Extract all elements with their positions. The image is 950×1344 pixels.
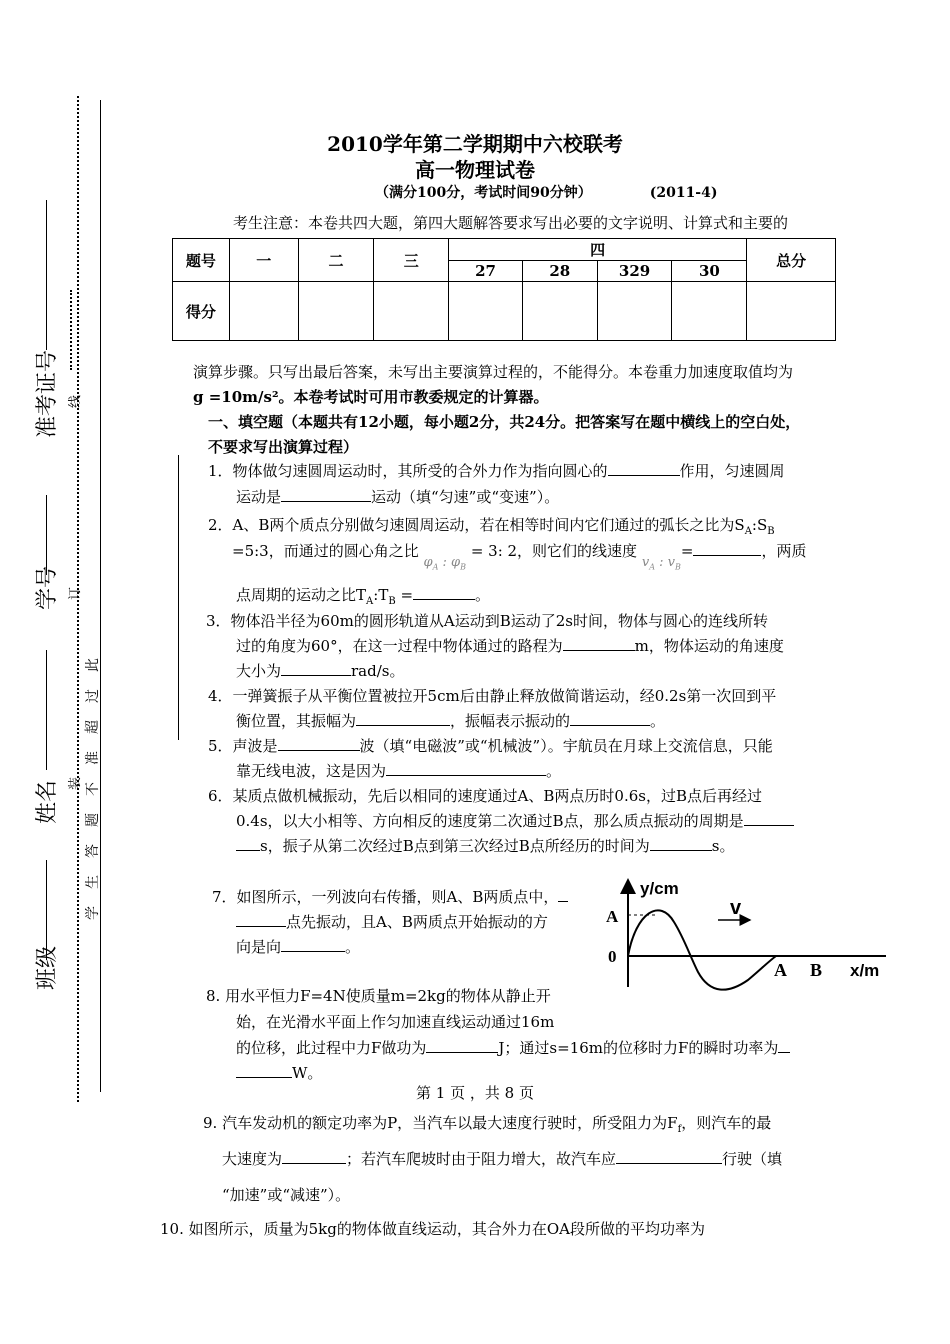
q1-blank-2[interactable]: [281, 485, 371, 502]
q2-t: T: [378, 586, 389, 604]
wave-curve: [628, 910, 776, 989]
exam-info-text: （满分100分，考试时间90分钟）: [375, 185, 592, 201]
score-cell[interactable]: [747, 282, 836, 341]
question-6-line-1: 6．某质点做机械振动，先后以相同的速度通过A、B两点历时0.6s，过B点后再经过: [208, 787, 762, 805]
question-7-line-2: [236, 909, 548, 936]
zhuang-char: 装: [68, 776, 83, 790]
q2-end: 。: [475, 586, 491, 604]
question-4-line-1: 4．一弹簧振子从平衡位置被拉开5cm后由静止释放做简谐运动，经0.2s第一次回到平: [208, 687, 777, 705]
q5-text-d: 。: [546, 762, 562, 780]
q2-text-c: = 3: 2，则它们的线速度: [470, 542, 638, 560]
q6-text-b: 0.4s，以大小相等、方向相反的速度第二次通过B点，那么质点振动的周期是: [236, 812, 744, 830]
q8-text-d: J；通过s=16m的位移时力F的瞬时功率为: [498, 1039, 779, 1057]
q2-blank-1[interactable]: [693, 539, 761, 556]
q1-text-c: 运动是: [236, 488, 282, 506]
v-sub-b: B: [674, 562, 681, 572]
q9-blank-2[interactable]: [616, 1147, 722, 1164]
exam-date: (2011-4): [649, 185, 718, 201]
x-axis-label: x/m: [850, 961, 880, 980]
q2-eq: =: [395, 586, 414, 604]
page-footer: 第 1 页 ，共 8 页: [416, 1084, 534, 1102]
q9-sub-f: f: [677, 1124, 682, 1135]
q8-blank-1[interactable]: [426, 1036, 498, 1053]
id-field[interactable]: [46, 495, 67, 575]
q1-text-a: 1．物体做匀速圆周运动时，其所受的合外力作为指向圆心的: [208, 462, 608, 480]
notice-line-1: 考生注意：本卷共四大题，第四大题解答要求写出必要的文字说明、计算式和主要的: [233, 214, 789, 232]
col-header-1: 一: [229, 239, 298, 282]
q3-text-b: 过的角度为60°，在这一过程中物体通过的路程为: [236, 637, 563, 655]
q2-sub-b: B: [767, 526, 775, 537]
score-cell[interactable]: [229, 282, 298, 341]
v-sub-a: A: [649, 562, 655, 572]
question-8-line-1: 8. 用水平恒力F=4N使质量m=2kg的物体从静止开: [206, 987, 551, 1005]
question-7-line-1: [212, 884, 568, 911]
q6-blank-1a[interactable]: [744, 809, 794, 826]
q8-text-e: W。: [292, 1064, 323, 1082]
question-7-line-3: [236, 934, 360, 961]
id-label-text: 学号: [35, 565, 60, 610]
q3-text-e: rad/s。: [351, 662, 405, 680]
q9-text-b: ，则汽车的最: [681, 1114, 772, 1132]
question-8-line-3: [236, 1035, 790, 1062]
sub-col-29: 329: [597, 261, 672, 282]
question-9-line-1: [203, 1110, 771, 1143]
score-table: [172, 238, 836, 341]
question-1-line-1: [208, 458, 785, 485]
phi-sub-a: A: [432, 562, 439, 572]
margin-warning: 学生答题不准超过此: [85, 641, 101, 920]
question-3-line-1: 3．物体沿半径为60m的圆形轨道从A运动到B运动了2s时间，物体与圆心的连线所转: [206, 612, 768, 630]
name-field[interactable]: [46, 650, 67, 770]
margin-solid-line: [100, 100, 101, 1092]
q2-sub-a: A: [744, 526, 752, 537]
exam-number-label-text: 准考证号: [35, 349, 60, 438]
question-2-line-2: [232, 538, 806, 571]
velocity-label: v: [730, 897, 742, 919]
q4-blank-2[interactable]: [570, 709, 650, 726]
q6-text-c: s，振子从第二次经过B点到第三次经过B点所经历的时间为: [260, 837, 650, 855]
q1-text-d: 运动（填“匀速”或“变速”）。: [371, 488, 560, 506]
name-label-text: 姓名: [35, 779, 60, 824]
question-1-line-2: [236, 484, 559, 511]
q7-blank-1a[interactable]: [558, 885, 568, 902]
notice-line-2: 演算步骤。只写出最后答案，未写出主要演算过程的，不能得分。本卷重力加速度取值均为: [193, 363, 794, 381]
q9-blank-1[interactable]: [282, 1147, 346, 1164]
question-6-line-3: [236, 833, 734, 860]
section1-heading-1: 一、填空题（本题共有12小题，每小题2分，共24分。把答案写在题中横线上的空白处，: [208, 413, 801, 431]
q3-text-d: 大小为: [236, 662, 282, 680]
q2-s: S: [756, 516, 768, 534]
q2-text-e: ，两质: [761, 542, 807, 560]
wave-figure: [598, 872, 893, 997]
question-9-line-2: [222, 1146, 782, 1173]
score-cell[interactable]: [374, 282, 449, 341]
notice-line-3: g =10m/s²。本卷考试时可用市教委规定的计算器。: [193, 388, 549, 406]
score-cell[interactable]: [298, 282, 374, 341]
question-3-line-3: [236, 658, 404, 685]
exam-number-field[interactable]: [46, 200, 67, 350]
answer-boundary-line: [178, 455, 179, 740]
sub-col-28: 28: [522, 261, 597, 282]
q2-blank-2[interactable]: [413, 583, 475, 600]
question-4-line-2: [236, 708, 665, 735]
q5-blank-1[interactable]: [278, 734, 360, 751]
phi-sub-b: B: [460, 562, 467, 572]
col-header-3: 三: [374, 239, 449, 282]
q1-text-b: 作用，匀速圆周: [679, 462, 785, 480]
question-9-line-3: “加速”或“减速”）。: [222, 1186, 351, 1204]
q2-text-d: =: [680, 542, 694, 560]
score-cell[interactable]: [672, 282, 747, 341]
col-header-total: 总分: [747, 239, 836, 282]
point-b-label: B: [810, 960, 823, 980]
question-3-line-2: [236, 633, 784, 660]
question-10-line-1: 10. 如图所示，质量为5kg的物体做直线运动，其合外力在OA段所做的平均功率为: [160, 1220, 705, 1238]
q8-text-c: 的位移，此过程中力F做功为: [236, 1039, 427, 1057]
q7-text-c: 向是向: [236, 938, 282, 956]
table-row-label-score: 得分: [173, 282, 230, 341]
q6-blank-2[interactable]: [650, 834, 712, 851]
col-header-4: 四: [449, 239, 747, 261]
y-axis-label: y/cm: [640, 879, 679, 898]
score-cell[interactable]: [522, 282, 597, 341]
q7-text-a: 7．如图所示，一列波向右传播，则A、B两质点中，: [212, 888, 559, 906]
q3-blank-1[interactable]: [563, 634, 635, 651]
class-label-text: 班级: [35, 945, 60, 990]
sub-col-27: 27: [449, 261, 523, 282]
question-8-line-2: 始，在光滑水平面上作匀加速直线运动通过16m: [236, 1013, 555, 1031]
sub-col-30: 30: [672, 261, 747, 282]
q2-t-sub-b: B: [388, 596, 396, 607]
q5-text-b: 波（填“电磁波”或“机械波”）。宇航员在月球上交流信息，只能: [359, 737, 773, 755]
q8-blank-2a[interactable]: [778, 1036, 790, 1053]
q4-blank-1[interactable]: [356, 709, 450, 726]
q2-colon: :: [751, 516, 757, 534]
q2-colon-2: :: [373, 586, 379, 604]
q3-text-c: m，物体运动的角速度: [634, 637, 784, 655]
q9-text-c: 大速度为: [222, 1150, 283, 1168]
q2-text-f: 点周期的运动之比T: [236, 586, 367, 604]
ding-char: 订: [68, 586, 83, 600]
v-ratio: $v_A$ : $v_B$: [641, 555, 681, 572]
q5-text-a: 5．声波是: [208, 737, 278, 755]
question-6-line-2: [236, 808, 794, 835]
q4-text-c: ，振幅表示振动的: [450, 712, 571, 730]
exam-subtitle: 高一物理试卷: [415, 158, 535, 182]
q2-t-sub-a: A: [366, 596, 374, 607]
q9-text-d: ；若汽车爬坡时由于阻力增大，故汽车应: [346, 1150, 617, 1168]
origin-label: 0: [608, 947, 617, 966]
q4-text-d: 。: [650, 712, 666, 730]
phi-ratio: $\varphi_A$ : $\varphi_B$: [423, 555, 467, 572]
amplitude-label: A: [606, 907, 619, 926]
score-cell[interactable]: [597, 282, 672, 341]
exam-info: [375, 182, 717, 202]
exam-title: 2010学年第二学期期中六校联考: [327, 132, 623, 156]
question-5-line-2: [236, 758, 561, 785]
q9-text-e: 行驶（填: [722, 1150, 783, 1168]
q3-blank-2[interactable]: [281, 659, 351, 676]
table-row-label-question: 题号: [173, 239, 230, 282]
question-5-line-1: [208, 733, 773, 760]
q6-blank-1b[interactable]: [236, 834, 260, 851]
field-right-dotted: [70, 290, 72, 370]
section1-heading-2: 不要求写出演算过程）: [208, 438, 359, 456]
point-a-label: A: [774, 960, 787, 980]
q7-text-b: 点先振动，且A、B两质点开始振动的方: [286, 913, 548, 931]
col-header-2: 二: [298, 239, 374, 282]
line-char: 线: [68, 394, 83, 408]
q7-blank-2[interactable]: [281, 935, 345, 952]
q6-text-d: s。: [711, 837, 735, 855]
q4-text-b: 衡位置，其振幅为: [236, 712, 357, 730]
score-cell[interactable]: [449, 282, 523, 341]
q5-text-c: 靠无线电波，这是因为: [236, 762, 387, 780]
q7-text-d: 。: [345, 938, 361, 956]
q2-text-a: 2．A、B两个质点分别做匀速圆周运动，若在相等时间内它们通过的弧长之比为S: [208, 516, 745, 534]
q1-blank-1[interactable]: [608, 459, 680, 476]
q7-blank-1b[interactable]: [236, 910, 286, 927]
q5-blank-2[interactable]: [386, 759, 546, 776]
q8-blank-2b[interactable]: [236, 1061, 292, 1078]
q2-text-b: =5:3，而通过的圆心角之比: [232, 542, 419, 560]
q9-text-a: 9. 汽车发动机的额定功率为P，当汽车以最大速度行驶时，所受阻力为F: [203, 1114, 678, 1132]
